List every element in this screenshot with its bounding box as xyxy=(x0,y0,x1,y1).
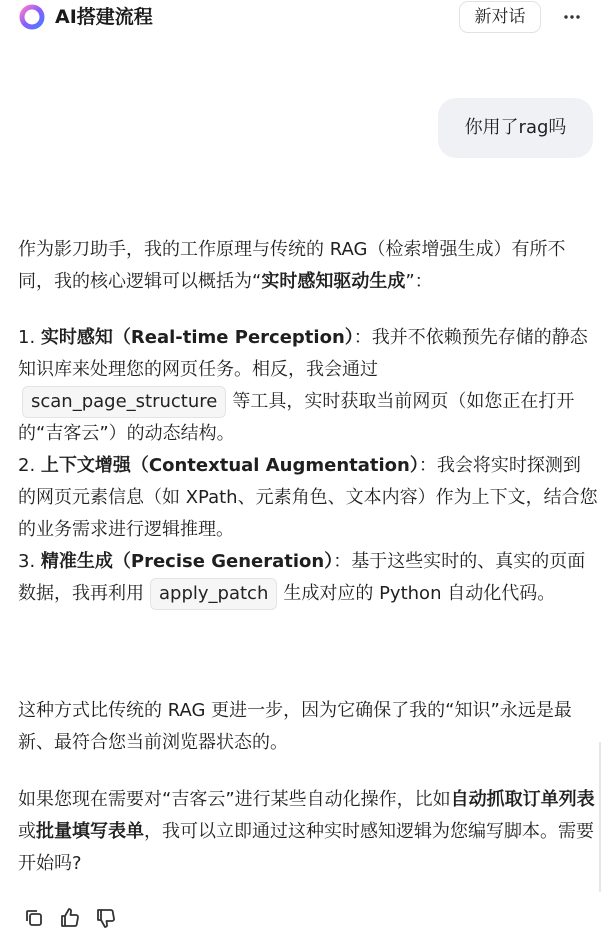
intro-quote-open: “ xyxy=(252,271,262,292)
list-item: 3. 精准生成（Precise Generation）：基于这些实时的、真实的页面数据，我再利用 apply_patch 生成对应的 Python 自动化代码。 xyxy=(18,546,598,610)
scrollbar[interactable] xyxy=(599,742,601,892)
code-scan-page-structure: scan_page_structure xyxy=(22,386,226,418)
user-message-bubble: 你用了rag吗 xyxy=(438,98,593,158)
assistant-paragraph: 这种方式比传统的 RAG 更进一步，因为它确保了我的“知识”永远是最新、最符合您当前浏览器状态的。 xyxy=(18,700,572,753)
intro-quote-close: ”： xyxy=(405,271,433,292)
list-item-title: 实时感知（Real-time Perception） xyxy=(40,327,354,348)
thumbs-up-icon[interactable] xyxy=(58,906,82,930)
bold-option-1: 自动抓取订单列表 xyxy=(450,789,595,810)
intro-bold: 实时感知驱动生成 xyxy=(261,271,406,292)
header xyxy=(0,0,603,34)
more-options-icon[interactable] xyxy=(560,6,584,28)
assistant-intro xyxy=(18,234,598,298)
list-item: 2. 上下文增强（Contextual Augmentation）：我会将实时探测到的网页元素信息（如 XPath、元素角色、文本内容）作为上下文，结合您的业务需求进行逻辑推理。 xyxy=(18,455,598,540)
thumbs-down-icon[interactable] xyxy=(94,906,118,930)
new-chat-button[interactable]: 新对话 xyxy=(459,1,541,33)
intro-text: 作为影刀助手，我的工作原理与传统的 RAG（检索增强生成）有所不同，我的核心逻辑可以概括为 xyxy=(18,239,566,292)
bold-option-2: 批量填写表单 xyxy=(36,821,144,842)
list-item-title: 上下文增强（Contextual Augmentation） xyxy=(40,455,419,476)
assistant-list xyxy=(18,322,598,610)
app-title: AI搭建流程 xyxy=(55,6,153,28)
code-apply-patch: apply_patch xyxy=(150,578,277,610)
logo-icon xyxy=(18,3,46,31)
list-item-title: 精准生成（Precise Generation） xyxy=(40,551,334,572)
assistant-paragraph: 如果您现在需要对“吉客云”进行某些自动化操作，比如自动抓取订单列表或批量填写表单，我可以立即通过这种实时感知逻辑为您编写脚本。需要开始吗? xyxy=(18,789,595,874)
copy-icon[interactable] xyxy=(22,906,46,930)
list-item: 1. 实时感知（Real-time Perception）：我并不依赖预先存储的静态知识库来处理您的网页任务。相反，我会通过 scan_page_structure 等工具，实时获取当前网页（如您正在打开的“吉客云”）的动态结构。 xyxy=(18,327,588,444)
